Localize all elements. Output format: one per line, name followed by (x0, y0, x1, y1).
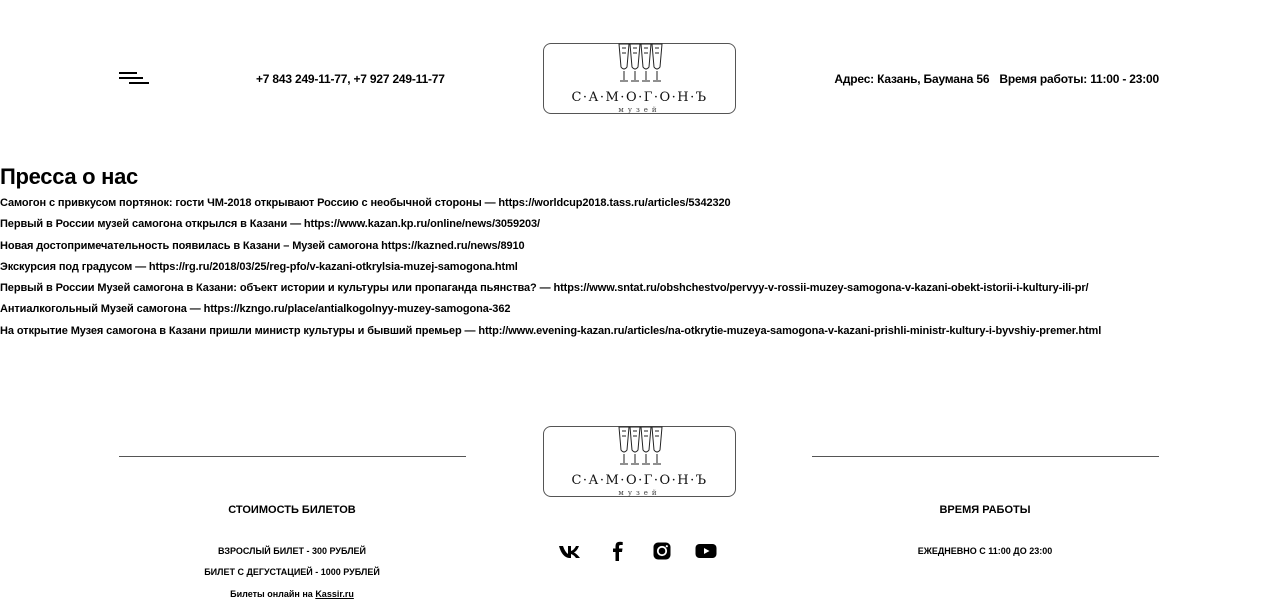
logo-subtitle: музей (618, 489, 661, 497)
press-item[interactable]: Экскурсия под градусом — https://rg.ru/2018/03/25/reg-pfo/v-kazani-otkrylsia-muzej-samogona.html (0, 260, 518, 273)
press-list (0, 196, 1101, 345)
kassir-link[interactable]: Kassir.ru (315, 589, 354, 599)
header-address: Адрес: Казань, Баумана 56 (834, 72, 990, 86)
press-item[interactable]: Самогон с привкусом портянок: гости ЧМ-2018 открывают Россию с необычной стороны — https://worldcup2018.tass.ru/articles/5342320 (0, 197, 731, 209)
glasses-logo-icon (617, 43, 663, 83)
logo-brand: С·А·М·О·Г·О·Н·Ъ (571, 473, 708, 488)
press-item[interactable]: Первый в России музей самогона открылся в Казани — https://www.kazan.kp.ru/online/news/3059203/ (0, 218, 540, 231)
press-item[interactable]: Антиалкогольный Музей самогона — https://kzngo.ru/place/antialkogolnyy-muzey-samogona-362 (0, 303, 511, 316)
tickets-title: СТОИМОСТЬ БИЛЕТОВ (228, 504, 356, 516)
facebook-icon[interactable] (608, 540, 630, 562)
header-hours: Время работы: 11:00 - 23:00 (999, 72, 1159, 86)
footer-divider-right (812, 456, 1159, 457)
adult-ticket-price: ВЗРОСЛЫЙ БИЛЕТ - 300 РУБЛЕЙ (217, 546, 367, 556)
youtube-icon[interactable] (694, 540, 716, 562)
tasting-ticket-price: БИЛЕТ С ДЕГУСТАЦИЕЙ - 1000 РУБЛЕЙ (204, 567, 380, 577)
press-item[interactable]: Новая достопримечательность появилась в Казани – Музей самогона https://kazned.ru/news/8910 (0, 239, 525, 252)
footer-logo[interactable] (543, 426, 736, 497)
logo-brand: С·А·М·О·Г·О·Н·Ъ (571, 90, 708, 105)
instagram-icon[interactable] (651, 540, 673, 562)
vk-icon[interactable] (558, 540, 580, 562)
press-item[interactable]: На открытие Музея самогона в Казани пришли министр культуры и бывший премьер — http://www.evening-kazan.ru/articles/na-otkrytie-muzeya-samogona-v-kazani-prishli-ministr-kultury-i-byvshiy-premer.html (0, 324, 1102, 337)
header-phones[interactable]: +7 843 249-11-77, +7 927 249-11-77 (256, 72, 445, 86)
glasses-logo-icon (617, 426, 663, 466)
online-tickets (162, 589, 422, 599)
press-title: Пресса о нас (0, 164, 138, 189)
hours-title: ВРЕМЯ РАБОТЫ (939, 504, 1031, 516)
hamburger-menu-icon[interactable] (119, 72, 151, 86)
press-item[interactable]: Первый в России Музей самогона в Казани: объект истории и культуры или пропаганда пьянства? — https://www.sntat.ru/obshchestvo/pervyy-v-rossii-muzey-samogona-v-kazani-obekt-istorii-i-kultury-ili-pr/ (0, 282, 1089, 295)
header-address-hours (834, 72, 1159, 86)
online-tickets-prefix: Билеты онлайн на (230, 589, 316, 599)
footer-divider-left (119, 456, 466, 457)
logo[interactable] (543, 43, 736, 114)
logo-subtitle: музей (618, 106, 661, 114)
hours-text: ЕЖЕДНЕВНО С 11:00 ДО 23:00 (917, 546, 1053, 556)
